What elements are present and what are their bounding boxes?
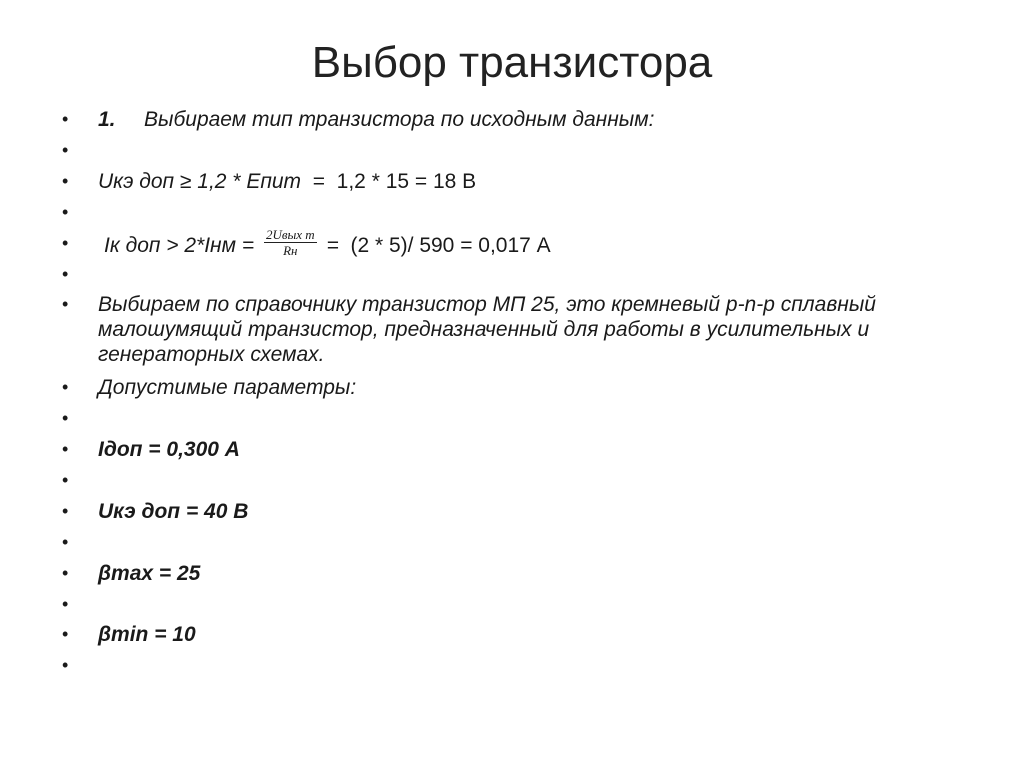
bullet: • <box>62 501 69 521</box>
bullet: • <box>62 594 69 614</box>
bullet: • <box>62 563 69 583</box>
fraction <box>264 227 317 258</box>
fraction-numerator: 2Uвых m <box>265 227 315 242</box>
choose-text: Выбираем по справочнику транзистор МП 25, это кремневый p-n-p сплавный малошумящий транзистор, предназначенный для работы в усилительных и генераторных схемах. <box>98 293 876 366</box>
ik-equals: = <box>320 234 351 258</box>
slide-title: Выбор транзистора <box>311 38 713 87</box>
bullet: • <box>62 140 69 160</box>
step-text: Выбираем тип транзистора по исходным данным: <box>144 108 655 131</box>
uke-formula-lhs: Uкэ доп ≥ 1,2 * Eпит <box>98 170 302 193</box>
bullet: • <box>62 439 69 459</box>
param-ukedop: Uкэ доп = 40 В <box>98 500 249 523</box>
ik-formula-lhs: Iк доп > 2*Iнм = <box>104 234 260 258</box>
bullet: • <box>62 470 69 490</box>
bullet: • <box>62 233 69 253</box>
param-bmin: βmin = 10 <box>98 623 196 646</box>
bullet: • <box>62 171 69 191</box>
bullet: • <box>62 624 69 644</box>
bullet: • <box>62 377 69 397</box>
fraction-denominator: Rн <box>283 243 298 258</box>
bullet: • <box>62 655 69 675</box>
bullet: • <box>62 532 69 552</box>
bullet: • <box>62 109 69 129</box>
step-number: 1. <box>98 108 116 131</box>
bullet: • <box>62 408 69 428</box>
params-heading: Допустимые параметры: <box>98 376 357 399</box>
bullet: • <box>62 294 69 314</box>
param-bmax: βmax = 25 <box>98 562 201 585</box>
bullet: • <box>62 264 69 284</box>
bullet: • <box>62 202 69 222</box>
ik-formula-rhs: (2 * 5)/ 590 = 0,017 А <box>350 234 551 258</box>
param-idop: Iдоп = 0,300 А <box>98 438 240 461</box>
uke-formula-rhs: = 1,2 * 15 = 18 В <box>301 170 477 193</box>
